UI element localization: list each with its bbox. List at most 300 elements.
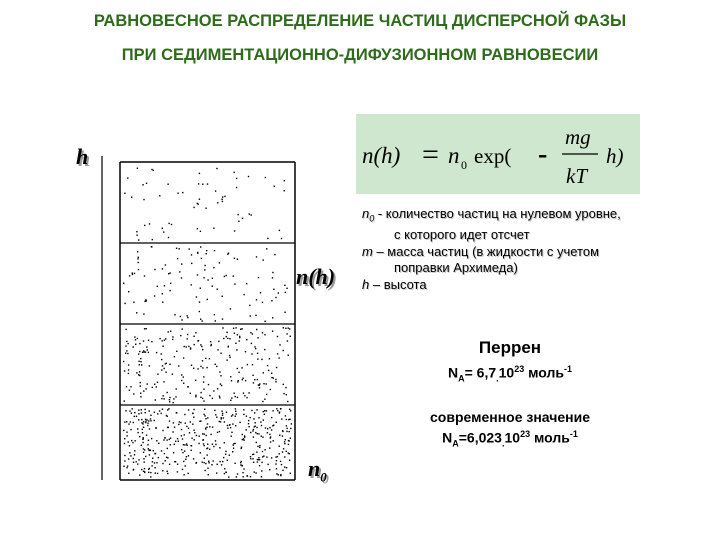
particle-dot [252, 333, 253, 334]
particle-dot [256, 452, 257, 453]
legend-text-m: – масса частиц (в жидкости с учетом [372, 243, 600, 259]
particle-dot [212, 398, 213, 399]
particle-dot [264, 349, 265, 350]
particle-dot [169, 464, 170, 465]
particle-dot [281, 464, 282, 465]
particle-dot [258, 417, 259, 418]
particle-dot [286, 431, 287, 432]
na-unit: моль [524, 364, 564, 381]
particle-dot [165, 460, 166, 461]
particle-dot [174, 444, 175, 445]
particle-dot [181, 380, 182, 381]
particle-dot [185, 459, 186, 460]
particle-dot [201, 320, 202, 321]
particle-dot [169, 364, 170, 365]
particle-dot [183, 461, 184, 462]
particle-dot [146, 346, 147, 347]
particle-dot [156, 352, 157, 353]
formula-tail: h) [606, 144, 624, 168]
na-sub: A [458, 373, 465, 384]
particle-dot [170, 283, 171, 284]
particle-dot [196, 296, 197, 297]
particle-dot [162, 470, 163, 471]
particle-dot [140, 385, 141, 386]
particle-dot [129, 445, 130, 446]
particle-dot [141, 419, 142, 420]
particle-dot [170, 444, 171, 445]
legend-row-h [362, 277, 702, 294]
particle-dot [221, 199, 222, 200]
particle-dot [176, 412, 177, 413]
particle-dot [250, 432, 251, 433]
particle-dot [164, 437, 165, 438]
particle-dot [134, 454, 135, 455]
particle-dot [143, 199, 144, 200]
na-exp: 23 [514, 364, 525, 374]
particle-dot [239, 340, 240, 341]
particle-dot [168, 331, 169, 332]
particle-dot [226, 332, 227, 333]
particle-dot [138, 413, 139, 414]
particle-dot [192, 413, 193, 414]
particle-dot [158, 457, 159, 458]
particle-dot [174, 427, 175, 428]
particle-dot [126, 386, 127, 387]
particle-dot [238, 380, 239, 381]
particle-dot [209, 395, 210, 396]
particle-dot [251, 214, 252, 215]
particle-dot [255, 422, 256, 423]
particle-dot [275, 297, 276, 298]
particle-dot [256, 442, 257, 443]
particle-dot [183, 357, 184, 358]
particle-dot [220, 353, 221, 354]
particle-dot [216, 168, 217, 169]
na-dot: . [496, 373, 499, 384]
particle-dot [128, 473, 129, 474]
particle-dot [184, 450, 185, 451]
particle-dot [234, 443, 235, 444]
particle-dot [262, 451, 263, 452]
particle-dot [273, 440, 274, 441]
particle-dot [215, 414, 216, 415]
particle-dot [242, 218, 243, 219]
particle-dot [234, 393, 235, 394]
particle-dot [287, 340, 288, 341]
particle-dot [163, 395, 164, 396]
particle-dot [264, 399, 265, 400]
particle-dot [124, 400, 125, 401]
particle-dot [151, 438, 152, 439]
particle-dot [162, 463, 163, 464]
particle-dot [260, 421, 261, 422]
particle-dot [172, 431, 173, 432]
particle-dot [154, 412, 155, 413]
particle-dot [202, 433, 203, 434]
sedimentation-diagram [60, 140, 350, 500]
particle-dot [204, 434, 205, 435]
particle-dot [203, 443, 204, 444]
particle-dot [169, 439, 170, 440]
particle-dot [133, 462, 134, 463]
particle-dot [136, 416, 137, 417]
particle-dot [281, 418, 282, 419]
particle-dot [235, 416, 236, 417]
particle-dot [130, 429, 131, 430]
particle-dot [124, 443, 125, 444]
particle-dot [162, 340, 163, 341]
particle-dot [236, 413, 237, 414]
particle-dot [143, 437, 144, 438]
particle-dot [224, 473, 225, 474]
particle-dot [138, 459, 139, 460]
particle-dot [148, 420, 149, 421]
na-unit-exp: -1 [564, 364, 573, 374]
particle-dot [222, 461, 223, 462]
particle-dot [284, 180, 285, 181]
particle-dot [137, 463, 138, 464]
particle-dot [243, 440, 244, 441]
particle-dot [177, 258, 178, 259]
particle-dot [163, 231, 164, 232]
particle-dot [200, 452, 201, 453]
particle-dot [271, 457, 272, 458]
particle-dot [142, 432, 143, 433]
particle-dot [167, 409, 168, 410]
particle-dot [285, 415, 286, 416]
particle-dot [288, 452, 289, 453]
particle-dot [243, 414, 244, 415]
legend-var-n: n [362, 206, 370, 221]
particle-dot [141, 412, 142, 413]
particle-dot [248, 176, 249, 177]
particle-dot [148, 450, 149, 451]
na2-unit-exp: -1 [569, 429, 578, 440]
particle-dot [196, 435, 197, 436]
particle-dot [278, 292, 279, 293]
particle-dot [182, 328, 183, 329]
particle-dot [176, 351, 177, 352]
particle-dot [138, 374, 139, 375]
particle-dot [141, 469, 142, 470]
particle-dot [284, 441, 285, 442]
particle-dot [128, 423, 129, 424]
particle-dot [135, 440, 136, 441]
particle-dot [250, 456, 251, 457]
particle-dot [202, 440, 203, 441]
diagram-canvas [60, 140, 350, 500]
particle-dot [172, 336, 173, 337]
particle-dot [164, 285, 165, 286]
particle-dot [175, 441, 176, 442]
particle-dot [254, 379, 255, 380]
particle-dot [270, 436, 271, 437]
particle-dot [246, 339, 247, 340]
particle-dot [227, 428, 228, 429]
particle-dot [290, 336, 291, 337]
particle-dot [284, 443, 285, 444]
particle-dot [133, 346, 134, 347]
particle-dot [124, 455, 125, 456]
particle-dot [133, 302, 134, 303]
particle-dot [207, 299, 208, 300]
particle-dot [224, 421, 225, 422]
particle-dot [132, 274, 133, 275]
particle-dot [252, 430, 253, 431]
particle-dot [124, 460, 125, 461]
particle-dot [178, 365, 179, 366]
particle-dots [123, 168, 292, 478]
particle-dot [286, 419, 287, 420]
bottom-level-label [308, 456, 327, 485]
particle-dot [128, 373, 129, 374]
particle-dot [171, 224, 172, 225]
particle-dot [225, 472, 226, 473]
particle-dot [279, 446, 280, 447]
particle-dot [161, 413, 162, 414]
particle-dot [199, 436, 200, 437]
particle-dot [189, 248, 190, 249]
particle-dot [286, 425, 287, 426]
particle-dot [128, 369, 129, 370]
particle-dot [213, 446, 214, 447]
particle-dot [242, 465, 243, 466]
particle-dot [140, 393, 141, 394]
particle-dot [242, 472, 243, 473]
particle-dot [186, 456, 187, 457]
particle-dot [280, 461, 281, 462]
particle-dot [199, 301, 200, 302]
particle-dot [123, 430, 124, 431]
particle-dot [148, 352, 149, 353]
particle-dot [231, 380, 232, 381]
particle-dot [124, 370, 125, 371]
particle-dot [136, 372, 137, 373]
particle-dot [123, 361, 124, 362]
particle-dot [165, 338, 166, 339]
particle-dot [254, 471, 255, 472]
particle-dot [229, 455, 230, 456]
particle-dot [216, 366, 217, 367]
particle-dot [268, 370, 269, 371]
particle-dot [124, 193, 125, 194]
particle-dot [206, 367, 207, 368]
particle-dot [236, 187, 237, 188]
particle-dot [253, 462, 254, 463]
particle-dot [243, 409, 244, 410]
particle-dot [218, 341, 219, 342]
particle-dot [193, 458, 194, 459]
particle-dot [231, 432, 232, 433]
particle-dot [200, 246, 201, 247]
particle-dot [238, 221, 239, 222]
particle-dot [227, 460, 228, 461]
particle-dot [261, 359, 262, 360]
particle-dot [178, 424, 179, 425]
particle-dot [204, 470, 205, 471]
particle-dot [283, 448, 284, 449]
particle-dot [138, 262, 139, 263]
particle-dot [240, 462, 241, 463]
particle-dot [283, 384, 284, 385]
particle-dot [253, 429, 254, 430]
particle-dot [286, 394, 287, 395]
particle-dot [245, 380, 246, 381]
particle-dot [264, 449, 265, 450]
particle-dot [138, 353, 139, 354]
formula-lhs: n(h) [362, 143, 401, 168]
particle-dot [222, 201, 223, 202]
particle-dot [159, 338, 160, 339]
particle-dot [177, 438, 178, 439]
particle-dot [205, 463, 206, 464]
particle-dot [275, 463, 276, 464]
particle-dot [217, 388, 218, 389]
particle-dot [131, 440, 132, 441]
particle-dot [203, 400, 204, 401]
particle-dot [266, 394, 267, 395]
particle-dot [219, 397, 220, 398]
particle-dot [204, 409, 205, 410]
particle-dot [193, 409, 194, 410]
particle-dot [262, 456, 263, 457]
particle-dot [150, 420, 151, 421]
particle-dot [282, 470, 283, 471]
particle-dot [208, 461, 209, 462]
particle-dot [232, 414, 233, 415]
particle-dot [233, 444, 234, 445]
particle-dot [137, 432, 138, 433]
particle-dot [279, 344, 280, 345]
particle-dot [285, 328, 286, 329]
particle-dot [224, 276, 225, 277]
particle-dot [178, 441, 179, 442]
particle-dot [204, 458, 205, 459]
particle-dot [232, 451, 233, 452]
particle-dot [263, 259, 264, 260]
particle-dot [256, 329, 257, 330]
particle-dot [185, 465, 186, 466]
particle-dot [184, 434, 185, 435]
na2-label: N [442, 430, 453, 447]
particle-dot [144, 461, 145, 462]
particle-dot [222, 327, 223, 328]
particle-dot [267, 238, 268, 239]
particle-dot [151, 246, 152, 247]
particle-dot [249, 305, 250, 306]
particle-dot [202, 398, 203, 399]
particle-dot [214, 314, 215, 315]
particle-dot [288, 327, 289, 328]
particle-dot [156, 462, 157, 463]
particle-dot [271, 429, 272, 430]
particle-dot [153, 170, 154, 171]
particle-dot [195, 395, 196, 396]
particle-dot [231, 415, 232, 416]
perren-block [360, 338, 660, 449]
particle-dot [133, 422, 134, 423]
particle-dot [163, 439, 164, 440]
particle-dot [245, 351, 246, 352]
particle-dot [258, 277, 259, 278]
particle-dot [233, 275, 234, 276]
particle-dot [250, 332, 251, 333]
particle-dot [155, 399, 156, 400]
particle-dot [219, 421, 220, 422]
particle-dot [179, 271, 180, 272]
particle-dot [143, 471, 144, 472]
particle-dot [291, 423, 292, 424]
particle-dot [143, 452, 144, 453]
particle-dot [222, 413, 223, 414]
particle-dot [273, 377, 274, 378]
particle-dot [128, 291, 129, 292]
particle-dot [215, 440, 216, 441]
perren-name: Перрен [478, 338, 542, 357]
particle-dot [252, 454, 253, 455]
particle-dot [259, 447, 260, 448]
particle-dot [276, 473, 277, 474]
particle-dot [184, 444, 185, 445]
particle-dot [180, 316, 181, 317]
particle-dot [157, 413, 158, 414]
particle-dot [276, 468, 277, 469]
particle-dot [202, 349, 203, 350]
na2-unit: моль [530, 430, 570, 447]
particle-dot [253, 382, 254, 383]
particle-dot [266, 383, 267, 384]
particle-dot [237, 397, 238, 398]
particle-dot [229, 338, 230, 339]
particle-dot [208, 384, 209, 385]
bottom-level-label-sub: 0 [320, 469, 327, 485]
particle-dot [190, 393, 191, 394]
particle-dot [266, 456, 267, 457]
particle-dot [217, 464, 218, 465]
particle-dot [285, 387, 286, 388]
particle-dot [234, 333, 235, 334]
particle-dot [203, 381, 204, 382]
particle-dot [125, 329, 126, 330]
particle-dot [133, 393, 134, 394]
particle-dot [181, 435, 182, 436]
particle-dot [126, 435, 127, 436]
particle-dot [143, 390, 144, 391]
particle-dot [265, 427, 266, 428]
particle-dot [169, 272, 170, 273]
particle-dot [209, 449, 210, 450]
particle-dot [210, 434, 211, 435]
particle-dot [208, 462, 209, 463]
particle-dot [264, 334, 265, 335]
particle-dot [277, 410, 278, 411]
particle-dot [129, 452, 130, 453]
particle-dot [250, 315, 251, 316]
particle-dot [220, 383, 221, 384]
particle-dot [219, 461, 220, 462]
particle-dot [147, 425, 148, 426]
particle-dot [145, 456, 146, 457]
particle-dot [127, 177, 128, 178]
particle-dot [193, 336, 194, 337]
particle-dot [290, 410, 291, 411]
particle-dot [151, 465, 152, 466]
particle-dot [204, 445, 205, 446]
particle-dot [169, 397, 170, 398]
particle-dot [157, 382, 158, 383]
particle-dot [129, 410, 130, 411]
particle-dot [234, 463, 235, 464]
